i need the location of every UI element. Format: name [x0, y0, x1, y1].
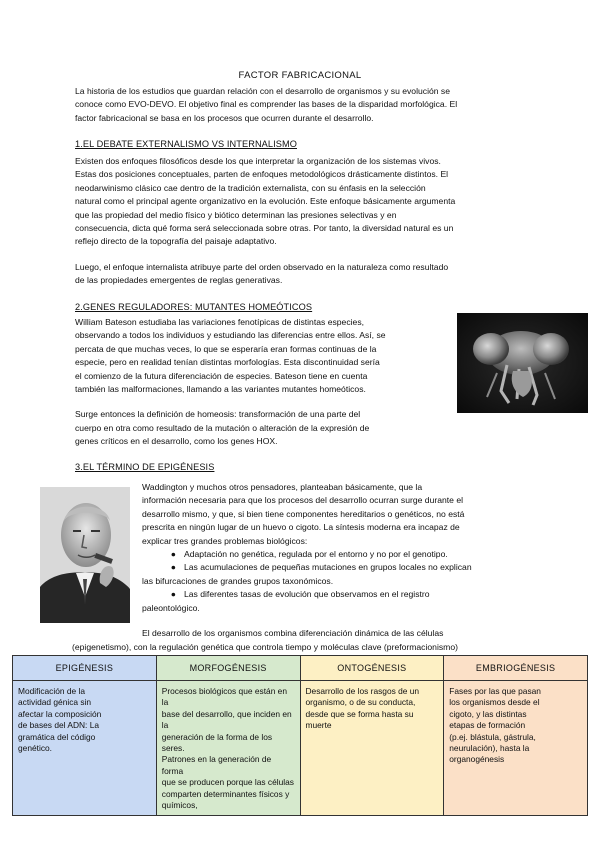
section-2-line: Surge entonces la definición de homeosis: transformación de una parte del	[75, 409, 361, 420]
section-1	[75, 139, 545, 288]
comparison-table	[12, 655, 588, 816]
cell-line: Procesos biológicos que están en la	[161, 686, 287, 708]
header-morfogenesis: MORFOGÉNESIS	[156, 656, 300, 681]
bullet-icon: ●	[170, 589, 176, 600]
cell-line: Patrones en la generación de forma	[161, 754, 272, 776]
portrait-image	[40, 487, 130, 623]
cell-line: organismo, o de su conducta,	[305, 697, 416, 708]
cell-line: afectar la composición	[18, 708, 102, 719]
list-item-text: Las diferentes tasas de evolución que observamos en el registro	[184, 589, 430, 600]
cell-line: etapas de formación	[449, 720, 526, 731]
section-3-heading: 3.EL TÉRMINO DE EPIGÉNESIS	[75, 462, 215, 472]
cell-line: Desarrollo de los rasgos de un	[305, 686, 420, 696]
problems-list	[142, 548, 592, 615]
cell-line: base del desarrollo, que inciden en la	[161, 708, 292, 731]
cell-epigenesis	[13, 681, 157, 816]
section-2-line: cuerpo en otra como resultado de la mutación o alteración de la expresión de	[75, 422, 370, 433]
section-1-line: neodarwinismo clásico cae dentro de la tradición externalista, con su énfasis en la selección	[75, 182, 426, 193]
table-row	[13, 681, 588, 816]
section-2-line: especie, pero en realidad tenían distintas morfologías. Esta discontinuidad sería	[75, 357, 380, 368]
table-header-row	[13, 656, 588, 681]
section-1-line: Existen dos enfoques filosóficos desde los que interpretar la organización de los sistemas vivos.	[75, 156, 441, 166]
section-3-heading-wrap	[75, 462, 275, 472]
waddington-portrait	[40, 487, 130, 623]
cell-line: los organismos desde el	[449, 697, 540, 708]
section-2	[75, 302, 455, 449]
cell-line: organogénesis	[449, 754, 505, 765]
cell-line: (p.ej. blástula, gástrula,	[449, 731, 536, 742]
intro-line: factor fabricacional se basa en los procesos que ocurren durante el desarrollo.	[75, 112, 374, 123]
section-1-line: natural como el principal agente organizativo en la evolución. Este enfoque básicamente argumenta	[75, 196, 456, 207]
header-embriogenesis: EMBRIOGÉNESIS	[444, 656, 588, 681]
intro-line: La historia de los estudios que guardan relación con el desarrollo de organismos y su evolución se	[75, 86, 451, 96]
section-1-line: Estas dos posiciones conceptuales, parten de enfoques metodológicos drásticamente distintos. El	[75, 169, 449, 180]
cell-line: muerte	[305, 720, 332, 731]
section-1-heading: 1.EL DEBATE EXTERNALISMO VS INTERNALISMO	[75, 139, 297, 149]
list-item	[142, 561, 592, 574]
section-3-line: Waddington y muchos otros pensadores, planteaban básicamente, que la	[142, 482, 423, 492]
cell-line: genético.	[18, 743, 52, 754]
cell-line: que se producen porque las células	[161, 777, 294, 788]
section-3-line: desarrollo mismo, y que, si bien tiene componentes hereditarios o genéticos, no está	[142, 508, 465, 519]
cell-ontogenesis	[300, 681, 444, 816]
cell-line: actividad génica sin	[18, 697, 92, 708]
section-2-line: el comienzo de la futura diferenciación de especies. Bateson tiene en cuenta	[75, 370, 368, 381]
section-2-line: también las malformaciones, llamando a las variantes mutantes homeóticos.	[75, 384, 366, 395]
section-1-line: Luego, el enfoque internalista atribuye parte del orden observado en la naturaleza como resultado	[75, 261, 449, 272]
cell-line: desde que se forma hasta su	[305, 708, 414, 719]
bullet-icon: ●	[170, 549, 176, 560]
page-title: FACTOR FABRICACIONAL	[238, 70, 362, 81]
list-item	[142, 548, 592, 561]
cell-line: de bases del ADN: La	[18, 720, 100, 731]
header-epigenesis: EPIGÉNESIS	[13, 656, 157, 681]
cell-line: gramática del código	[18, 731, 96, 742]
intro-line: conoce como EVO-DEVO. El objetivo final es comprender las bases de la disparidad morfológica. El	[75, 99, 458, 110]
list-item-text: las bifurcaciones de grandes grupos taxonómicos.	[142, 575, 334, 586]
section-3-line: información necesaria para que los procesos del desarrollo ocurran surge durante el	[142, 495, 464, 506]
section-1-line: consecuencia, dicta qué forma será seleccionada sobre otras. Por tanto, la diversidad natural es un	[75, 223, 454, 234]
section-3-closing	[0, 627, 600, 655]
section-3-line: El desarrollo de los organismos combina diferenciación dinámica de las células	[142, 628, 444, 638]
section-3	[142, 481, 592, 615]
list-item-text: Adaptación no genética, regulada por el entorno y no por el genotipo.	[184, 549, 448, 560]
section-3-line: prescrita en ningún lugar de un huevo o cigoto. La síntesis moderna era incapaz de	[142, 522, 460, 533]
fly-mutant-photo	[457, 313, 588, 413]
cell-line: generación de la forma de los seres.	[161, 731, 273, 754]
list-item-text: paleontológico.	[142, 602, 200, 613]
fly-head-image	[457, 313, 588, 413]
cell-line: cigoto, y las distintas	[449, 708, 527, 719]
section-2-line: William Bateson estudiaba las variaciones fenotípicas de distintas especies,	[75, 317, 364, 327]
list-item	[142, 588, 592, 601]
cell-morfogenesis	[156, 681, 300, 816]
section-3-line: (epigenetismo), con la regulación genética que controla tiempo y moléculas clave (preformacionismo)	[72, 642, 458, 653]
list-item-text: Las acumulaciones de pequeñas mutaciones en grupos locales no explican	[184, 562, 472, 573]
section-2-line: percata de que muchas veces, lo que se esperaría eran formas continuas de la	[75, 343, 377, 354]
section-2-line: genes críticos en el desarrollo, como los genes HOX.	[75, 436, 278, 447]
section-1-line: de las propiedades emergentes de reglas generativas.	[75, 275, 283, 286]
cell-embriogenesis	[444, 681, 588, 816]
intro-paragraph	[75, 85, 545, 125]
section-2-heading: 2.GENES REGULADORES: MUTANTES HOMEÓTICOS	[75, 302, 313, 312]
section-3-line: explicar tres grandes problemas biológicos:	[142, 535, 308, 546]
section-1-line: que las propiedad del medio físico y biótico determinan las presiones selectivas y en	[75, 209, 397, 220]
header-ontogenesis: ONTOGÉNESIS	[300, 656, 444, 681]
list-item-continuation	[142, 575, 592, 588]
cell-line: Fases por las que pasan	[449, 686, 541, 696]
cell-line: Modificación de la	[18, 686, 86, 696]
cell-line: neurulación), hasta la	[449, 743, 530, 754]
cell-line: comparten determinantes físicos y	[161, 788, 290, 799]
list-item-continuation	[142, 602, 592, 615]
section-2-line: observando a todos los individuos y estudiando las diferencias entre ellos. Así, se	[75, 330, 386, 341]
section-1-line: reflejo directo de la topografía del paisaje adaptativo.	[75, 236, 277, 247]
cell-line: químicos,	[161, 800, 198, 811]
bullet-icon: ●	[170, 562, 176, 573]
